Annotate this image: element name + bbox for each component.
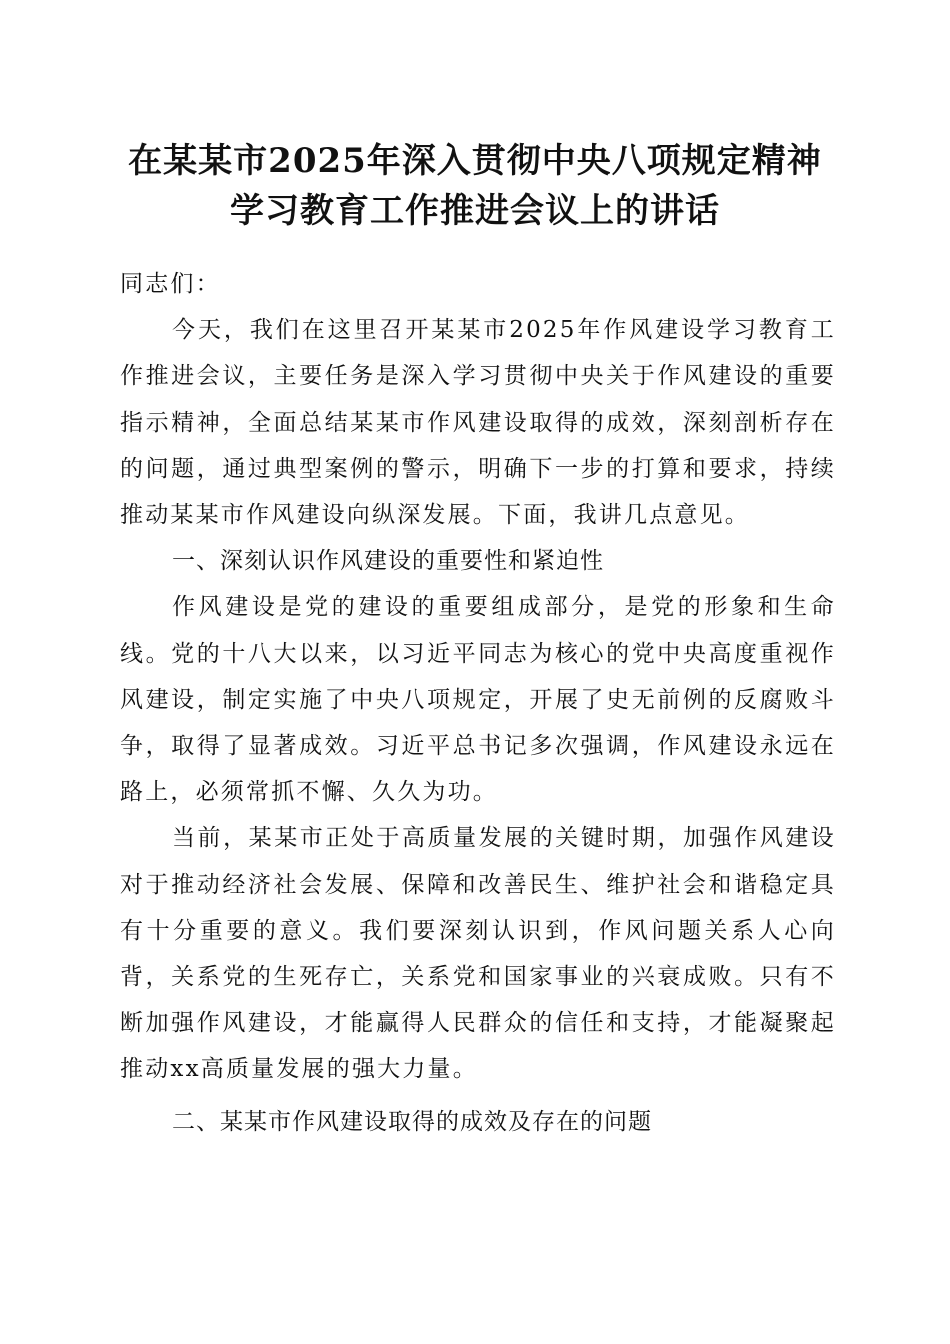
section-heading-1: 一、深刻认识作风建设的重要性和紧迫性 xyxy=(172,548,604,575)
salutation: 同志们： xyxy=(120,271,221,297)
section-heading-2: 二、某某市作风建设取得的成效及存在的问题 xyxy=(172,1108,652,1135)
document-body xyxy=(120,261,836,1145)
paragraph-urgency: 当前，某某市正处于高质量发展的关键时期，加强作风建设对于推动经济社会发展、保障和改善民生、维护社会和谐稳定具有十分重要的意义。我们要深刻认识到，作风问题关系人心向背，关系党的生死存亡，关系党和国家事业的兴衰成败。只有不断加强作风建设，才能赢得人民群众的信任和支持，才能凝聚起推动xx高质量发展的强大力量。 xyxy=(120,825,836,1083)
title-line-1: 在某某市2025年深入贯彻中央八项规定精神 xyxy=(128,141,822,181)
title-line-2: 学习教育工作推进会议上的讲话 xyxy=(230,191,720,231)
document-title xyxy=(60,136,890,236)
paragraph-importance: 作风建设是党的建设的重要组成部分，是党的形象和生命线。党的十八大以来，以习近平同志为核心的党中央高度重视作风建设，制定实施了中央八项规定，开展了史无前例的反腐败斗争，取得了显著成效。习近平总书记多次强调，作风建设永远在路上，必须常抓不懈、久久为功。 xyxy=(120,594,836,806)
paragraph-intro: 今天，我们在这里召开某某市2025年作风建设学习教育工作推进会议，主要任务是深入学习贯彻中央关于作风建设的重要指示精神，全面总结某某市作风建设取得的成效，深刻剖析存在的问题，通过典型案例的警示，明确下一步的打算和要求，持续推动某某市作风建设向纵深发展。下面，我讲几点意见。 xyxy=(120,317,836,529)
